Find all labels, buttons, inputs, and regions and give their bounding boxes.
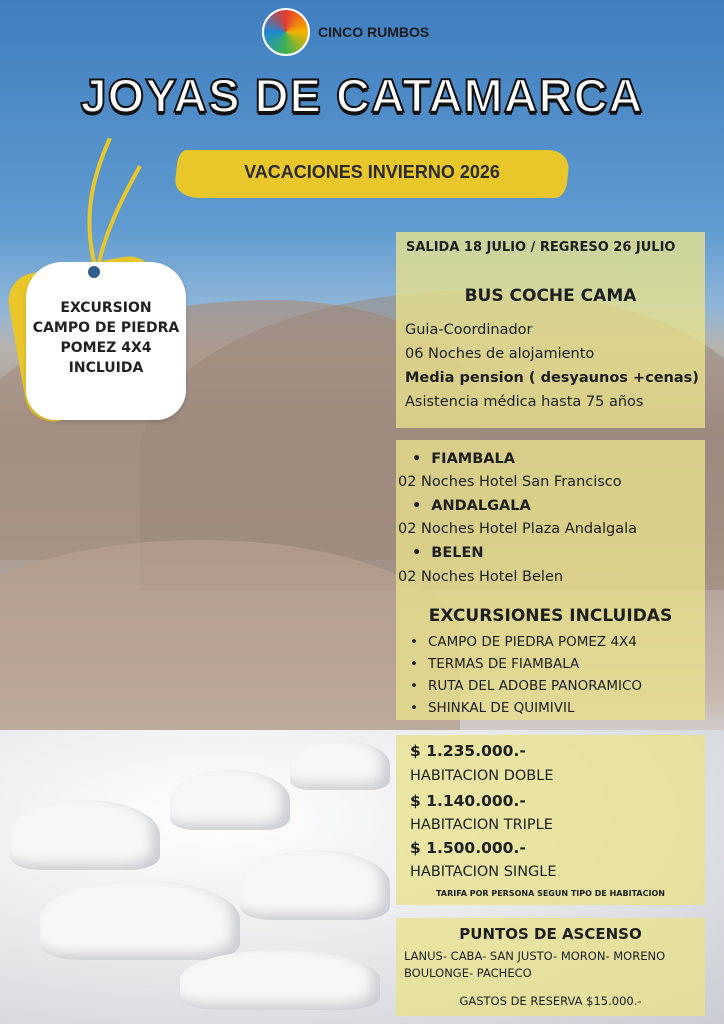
include-item: Guia-Coordinador xyxy=(405,322,533,338)
pumice-rock xyxy=(290,740,390,790)
tag-hole-icon xyxy=(88,266,100,278)
trip-dates: SALIDA 18 JULIO / REGRESO 26 JULIO xyxy=(406,240,676,255)
include-item: 06 Noches de alojamiento xyxy=(405,346,595,362)
page-title: JOYAS DE CATAMARCA xyxy=(80,69,644,122)
stay-place: • FIAMBALA xyxy=(412,451,515,467)
price-value: $ 1.140.000.- xyxy=(410,792,526,810)
tarifa-note: TARIFA POR PERSONA SEGUN TIPO DE HABITACION xyxy=(436,889,665,898)
room-type: HABITACION DOBLE xyxy=(410,768,554,784)
pumice-rock xyxy=(180,950,380,1010)
stay-place: • ANDALGALA xyxy=(412,498,531,514)
page-subtitle: VACACIONES INVIERNO 2026 xyxy=(244,162,500,182)
excursion-tag-text xyxy=(26,298,186,378)
price-value: $ 1.500.000.- xyxy=(410,839,526,857)
tag-line: POMEZ 4X4 xyxy=(60,340,152,356)
excursions-heading: EXCURSIONES INCLUIDAS xyxy=(428,606,673,626)
stay-detail: 02 Noches Hotel Plaza Andalgala xyxy=(398,521,638,537)
pumice-rock xyxy=(10,800,160,870)
include-item: Media pension ( desyaunos +cenas) xyxy=(405,370,699,386)
transport-heading: BUS COCHE CAMA xyxy=(464,286,637,306)
pumice-rock xyxy=(40,880,240,960)
excursion-item: • RUTA DEL ADOBE PANORAMICO xyxy=(410,678,642,694)
excursion-item: • SHINKAL DE QUIMIVIL xyxy=(410,700,575,716)
room-type: HABITACION TRIPLE xyxy=(410,817,553,833)
tag-line: EXCURSION xyxy=(60,300,152,316)
boarding-points: BOULONGE- PACHECO xyxy=(404,966,532,980)
price-value: $ 1.235.000.- xyxy=(410,742,526,760)
excursion-item: • CAMPO DE PIEDRA POMEZ 4X4 xyxy=(410,634,637,650)
tag-string-icon xyxy=(82,138,152,278)
excursion-item: • TERMAS DE FIAMBALA xyxy=(410,656,579,672)
deposit-note: GASTOS DE RESERVA $15.000.- xyxy=(459,994,642,1008)
boarding-points: LANUS- CABA- SAN JUSTO- MORON- MORENO xyxy=(404,949,666,963)
include-item: Asistencia médica hasta 75 años xyxy=(405,394,644,410)
tag-line: CAMPO DE PIEDRA xyxy=(32,320,180,336)
logo-globe-icon xyxy=(262,8,310,56)
boarding-heading: PUNTOS DE ASCENSO xyxy=(459,925,642,943)
stay-detail: 02 Noches Hotel Belen xyxy=(398,569,564,585)
brand-name: CINCO RUMBOS xyxy=(318,24,430,40)
pumice-rock xyxy=(170,770,290,830)
stay-detail: 02 Noches Hotel San Francisco xyxy=(398,474,622,490)
tag-line: INCLUIDA xyxy=(68,360,144,376)
room-type: HABITACION SINGLE xyxy=(410,864,557,880)
brand-logo xyxy=(262,8,429,56)
pumice-rock xyxy=(240,850,390,920)
stay-place: • BELEN xyxy=(412,545,484,561)
